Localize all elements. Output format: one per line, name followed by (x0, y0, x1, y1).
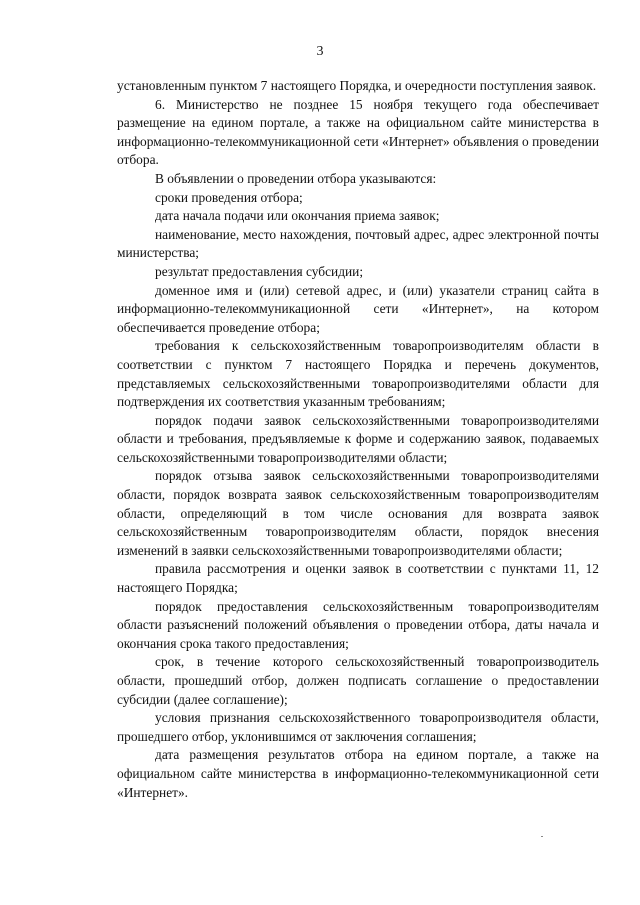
list-item-application-dates: дата начала подачи или окончания приема заявок; (155, 208, 440, 224)
list-item-subsidy-result: результат предоставления субсидии; (155, 263, 364, 279)
list-item-evaluation-rules: правила рассмотрения и оценки заявок в соответствии с пунктами 11, 12 настоящего Порядка; (117, 561, 599, 596)
list-item-domain-name: доменное имя и (или) сетевой адрес, и (или) указатели страниц сайта в информационно-телекоммуникационной сети «Интернет», на котором обеспечивается проведение отбора; (117, 282, 599, 335)
list-item-evasion-conditions: условия признания сельскохозяйственного товаропроизводителя области, прошедшего отбор, уклонившимся от заключения соглашения; (117, 710, 599, 744)
list-item-agreement-deadline: срок, в течение которого сельскохозяйственный товаропроизводитель области, прошедший отбор, должен подписать соглашение о предоставлении субсидии (далее соглашение); (117, 654, 599, 707)
document-body (117, 77, 599, 802)
list-item-results-publication: дата размещения результатов отбора на едином портале, а также на официальном сайте министерства в информационно-телекоммуникационной сети «Интернет». (117, 747, 599, 800)
paragraph-announcement-intro: В объявлении о проведении отбора указываются: (155, 170, 437, 186)
list-item-clarification-procedure: порядок предоставления сельскохозяйственным товаропроизводителям области разъяснений положений объявления о проведении отбора, даты начала и окончания срока такого предоставления; (117, 598, 599, 651)
list-item-ministry-contacts: наименование, место нахождения, почтовый адрес, адрес электронной почты министерства; (117, 226, 599, 261)
list-item-selection-terms: сроки проведения отбора; (155, 189, 303, 205)
page-number: 3 (316, 44, 324, 59)
paragraph-continuation: установленным пунктом 7 настоящего Порядка, и очередности поступления заявок. (117, 78, 597, 93)
scan-speck (541, 836, 543, 837)
list-item-withdrawal-procedure: порядок отзыва заявок сельскохозяйственными товаропроизводителями области, порядок возврата заявок сельскохозяйственным товаропроизводителям области, определяющий в том числе основания для возврата заявок сельскохозяйственным товаропроизводителям области, порядок внесения изменений в заявки сельскохозяйственными товаропроизводителями области; (117, 468, 599, 558)
paragraph-item-6: 6. Министерство не позднее 15 ноября текущего года обеспечивает размещение на едином портале, а также на официальном сайте министерства в информационно-телекоммуникационной сети «Интернет» объявления о проведении отбора. (117, 96, 599, 168)
list-item-submission-procedure: порядок подачи заявок сельскохозяйственными товаропроизводителями области и требования, предъявляемые к форме и содержанию заявок, подаваемых сельскохозяйственными товаропроизводителями области; (117, 412, 599, 465)
list-item-producer-requirements: требования к сельскохозяйственным товаропроизводителям области в соответствии с пунктом 7 настоящего Порядка и перечень документов, представляемых сельскохозяйственными товаропроизводителями области для подтверждения их соответствия указанным требованиям; (117, 338, 599, 410)
